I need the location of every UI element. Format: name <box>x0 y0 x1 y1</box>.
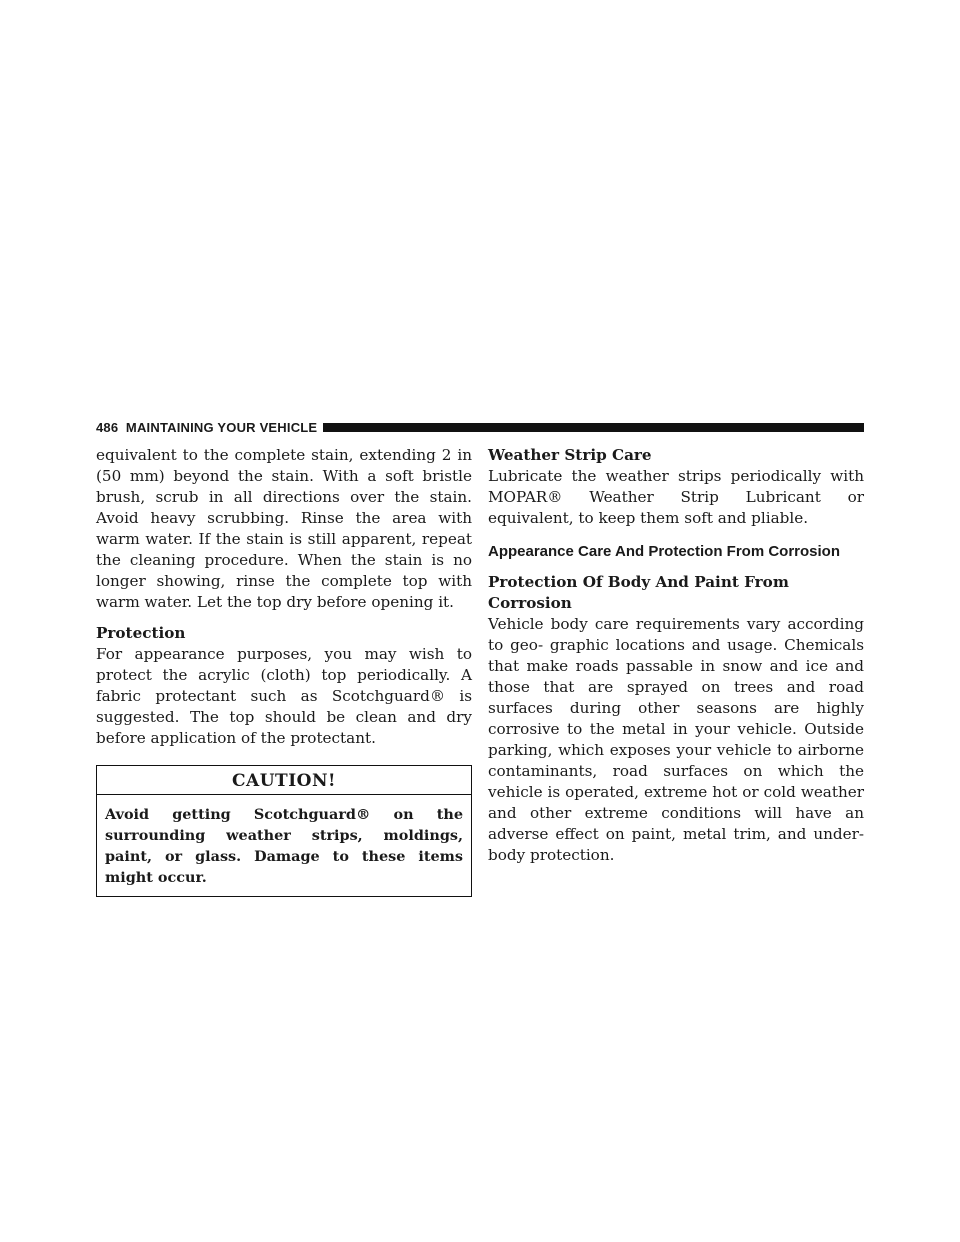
page-header-label <box>96 420 323 435</box>
caution-title: CAUTION! <box>97 766 471 795</box>
weather-strip-paragraph: Lubricate the weather strips periodically with MOPAR® Weather Strip Lubricant or equivalent, to keep them soft and pliable. <box>488 467 864 527</box>
stain-cleaning-paragraph: equivalent to the complete stain, extending 2 in (50 mm) beyond the stain. With a soft bristle brush, scrub in all directions over the stain. Avoid heavy scrubbing. Rinse the area with warm water. If the stain is still apparent, repeat the cleaning procedure. When the stain is no longer showing, rinse the complete top with warm water. Let the top dry before opening it. <box>96 446 472 611</box>
body-paint-heading: Protection Of Body And Paint From Corrosion <box>488 573 789 612</box>
right-column <box>488 445 864 866</box>
page-header <box>96 418 864 436</box>
caution-text: Avoid getting Scotchguard® on the surrounding weather strips, moldings, paint, or glass. Damage to these items might occur. <box>105 806 463 886</box>
protection-paragraph: For appearance purposes, you may wish to protect the acrylic (cloth) top periodically. A fabric protectant such as Scotchguard® is suggested. The top should be clean and dry before application of the protectant. <box>96 645 472 747</box>
body-paint-paragraph: Vehicle body care requirements vary according to geo- graphic locations and usage. Chemicals that make roads passable in snow and ice and those that are sprayed on trees and road surfaces during other seasons are highly corrosive to the metal in your vehicle. Outside parking, which exposes your vehicle to airborne contaminants, road surfaces on which the vehicle is operated, extreme hot or cold weather and other extreme conditions will have an adverse effect on paint, metal trim, and under- body protection. <box>488 615 864 864</box>
left-column <box>96 445 472 897</box>
caution-box <box>96 765 472 897</box>
weather-strip-heading: Weather Strip Care <box>488 446 652 464</box>
protection-heading: Protection <box>96 624 186 642</box>
section-name: MAINTAINING YOUR VEHICLE <box>125 419 318 435</box>
header-rule <box>323 423 864 432</box>
section-title: Appearance Care And Protection From Corrosion <box>488 543 841 560</box>
page-number: 486 <box>96 419 119 435</box>
